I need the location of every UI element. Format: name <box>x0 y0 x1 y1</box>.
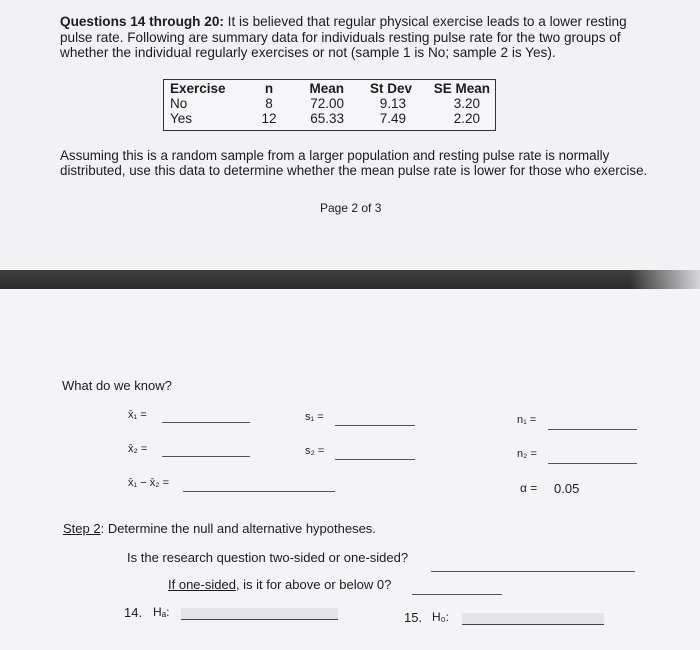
s1-blank[interactable] <box>335 425 415 426</box>
header-stdev: St Dev <box>369 81 412 96</box>
column-mean <box>302 81 344 126</box>
cell-exercise-yes: Yes <box>170 111 193 126</box>
xbar2-label: x̄₂ = <box>128 443 148 455</box>
header-mean: Mean <box>309 81 344 96</box>
xbar1-label: x̄₁ = <box>128 409 147 421</box>
next-page <box>0 289 700 650</box>
cell-stdev-no: 9.13 <box>379 96 406 111</box>
h0-answer-field[interactable] <box>462 613 604 625</box>
q15-number: 15. <box>404 610 423 625</box>
header-exercise: Exercise <box>170 81 226 96</box>
xbar1-blank[interactable] <box>162 422 250 423</box>
cell-stdev-yes: 7.49 <box>379 111 406 126</box>
column-exercise <box>170 81 226 126</box>
s2-blank[interactable] <box>335 459 415 460</box>
direction-rest: , is it for above or below 0? <box>235 577 392 592</box>
alpha-value: 0.05 <box>554 481 580 496</box>
step2-title: : Determine the null and alternative hypotheses. <box>100 521 376 536</box>
n1-blank[interactable] <box>548 429 637 430</box>
alpha-label: α = <box>520 481 538 495</box>
diff-label: x̄₁ − x̄₂ = <box>128 477 169 489</box>
cell-semean-no: 3.20 <box>453 96 480 111</box>
question-direction <box>168 577 391 592</box>
h0-label: H₀: <box>432 610 449 624</box>
page-footer: Page 2 of 3 <box>320 201 382 215</box>
column-semean <box>426 81 490 126</box>
step2-label: Step 2 <box>63 521 101 536</box>
page-divider <box>0 270 700 289</box>
header-n: n <box>264 81 274 96</box>
n1-label: n₁ = <box>517 414 537 426</box>
ha-answer-field[interactable] <box>181 608 338 620</box>
ha-label: Hₐ: <box>153 605 170 619</box>
question-intro <box>60 14 650 61</box>
direction-prefix: If one-sided <box>168 577 236 592</box>
n2-blank[interactable] <box>548 463 637 464</box>
s2-label: s₂ = <box>305 445 325 457</box>
s1-label: s₁ = <box>305 411 324 423</box>
q14-number: 14. <box>124 605 143 620</box>
know-heading: What do we know? <box>62 378 172 393</box>
cell-mean-no: 72.00 <box>310 96 344 111</box>
question-range: Questions 14 through 20: <box>60 14 224 29</box>
header-semean: SE Mean <box>433 81 490 96</box>
xbar2-blank[interactable] <box>162 456 250 457</box>
diff-blank[interactable] <box>183 491 335 492</box>
question-text: It is believed that regular physical exercise leads to a lower resting pulse rate. Following are summary data for individuals resting pulse rate for the two groups of whether the individual regularly exercises or not (sample 1 is No; sample 2 is Yes). <box>60 14 627 60</box>
cell-n-no: 8 <box>265 96 273 111</box>
summary-table <box>163 79 496 131</box>
column-n <box>258 81 280 126</box>
sided-blank[interactable] <box>431 571 635 572</box>
question-sided: Is the research question two-sided or one-sided? <box>127 550 409 565</box>
cell-mean-yes: 65.33 <box>310 111 344 126</box>
assumption-paragraph: Assuming this is a random sample from a larger population and resting pulse rate is normally distributed, use this data to determine whether the mean pulse rate is lower for those who exercise. <box>60 148 648 178</box>
column-stdev <box>362 81 412 126</box>
cell-exercise-no: No <box>170 96 188 111</box>
cell-n-yes: 12 <box>261 111 277 126</box>
cell-semean-yes: 2.20 <box>453 111 480 126</box>
step2-heading <box>63 521 376 536</box>
n2-label: n₂ = <box>517 448 537 460</box>
direction-blank[interactable] <box>412 594 502 595</box>
